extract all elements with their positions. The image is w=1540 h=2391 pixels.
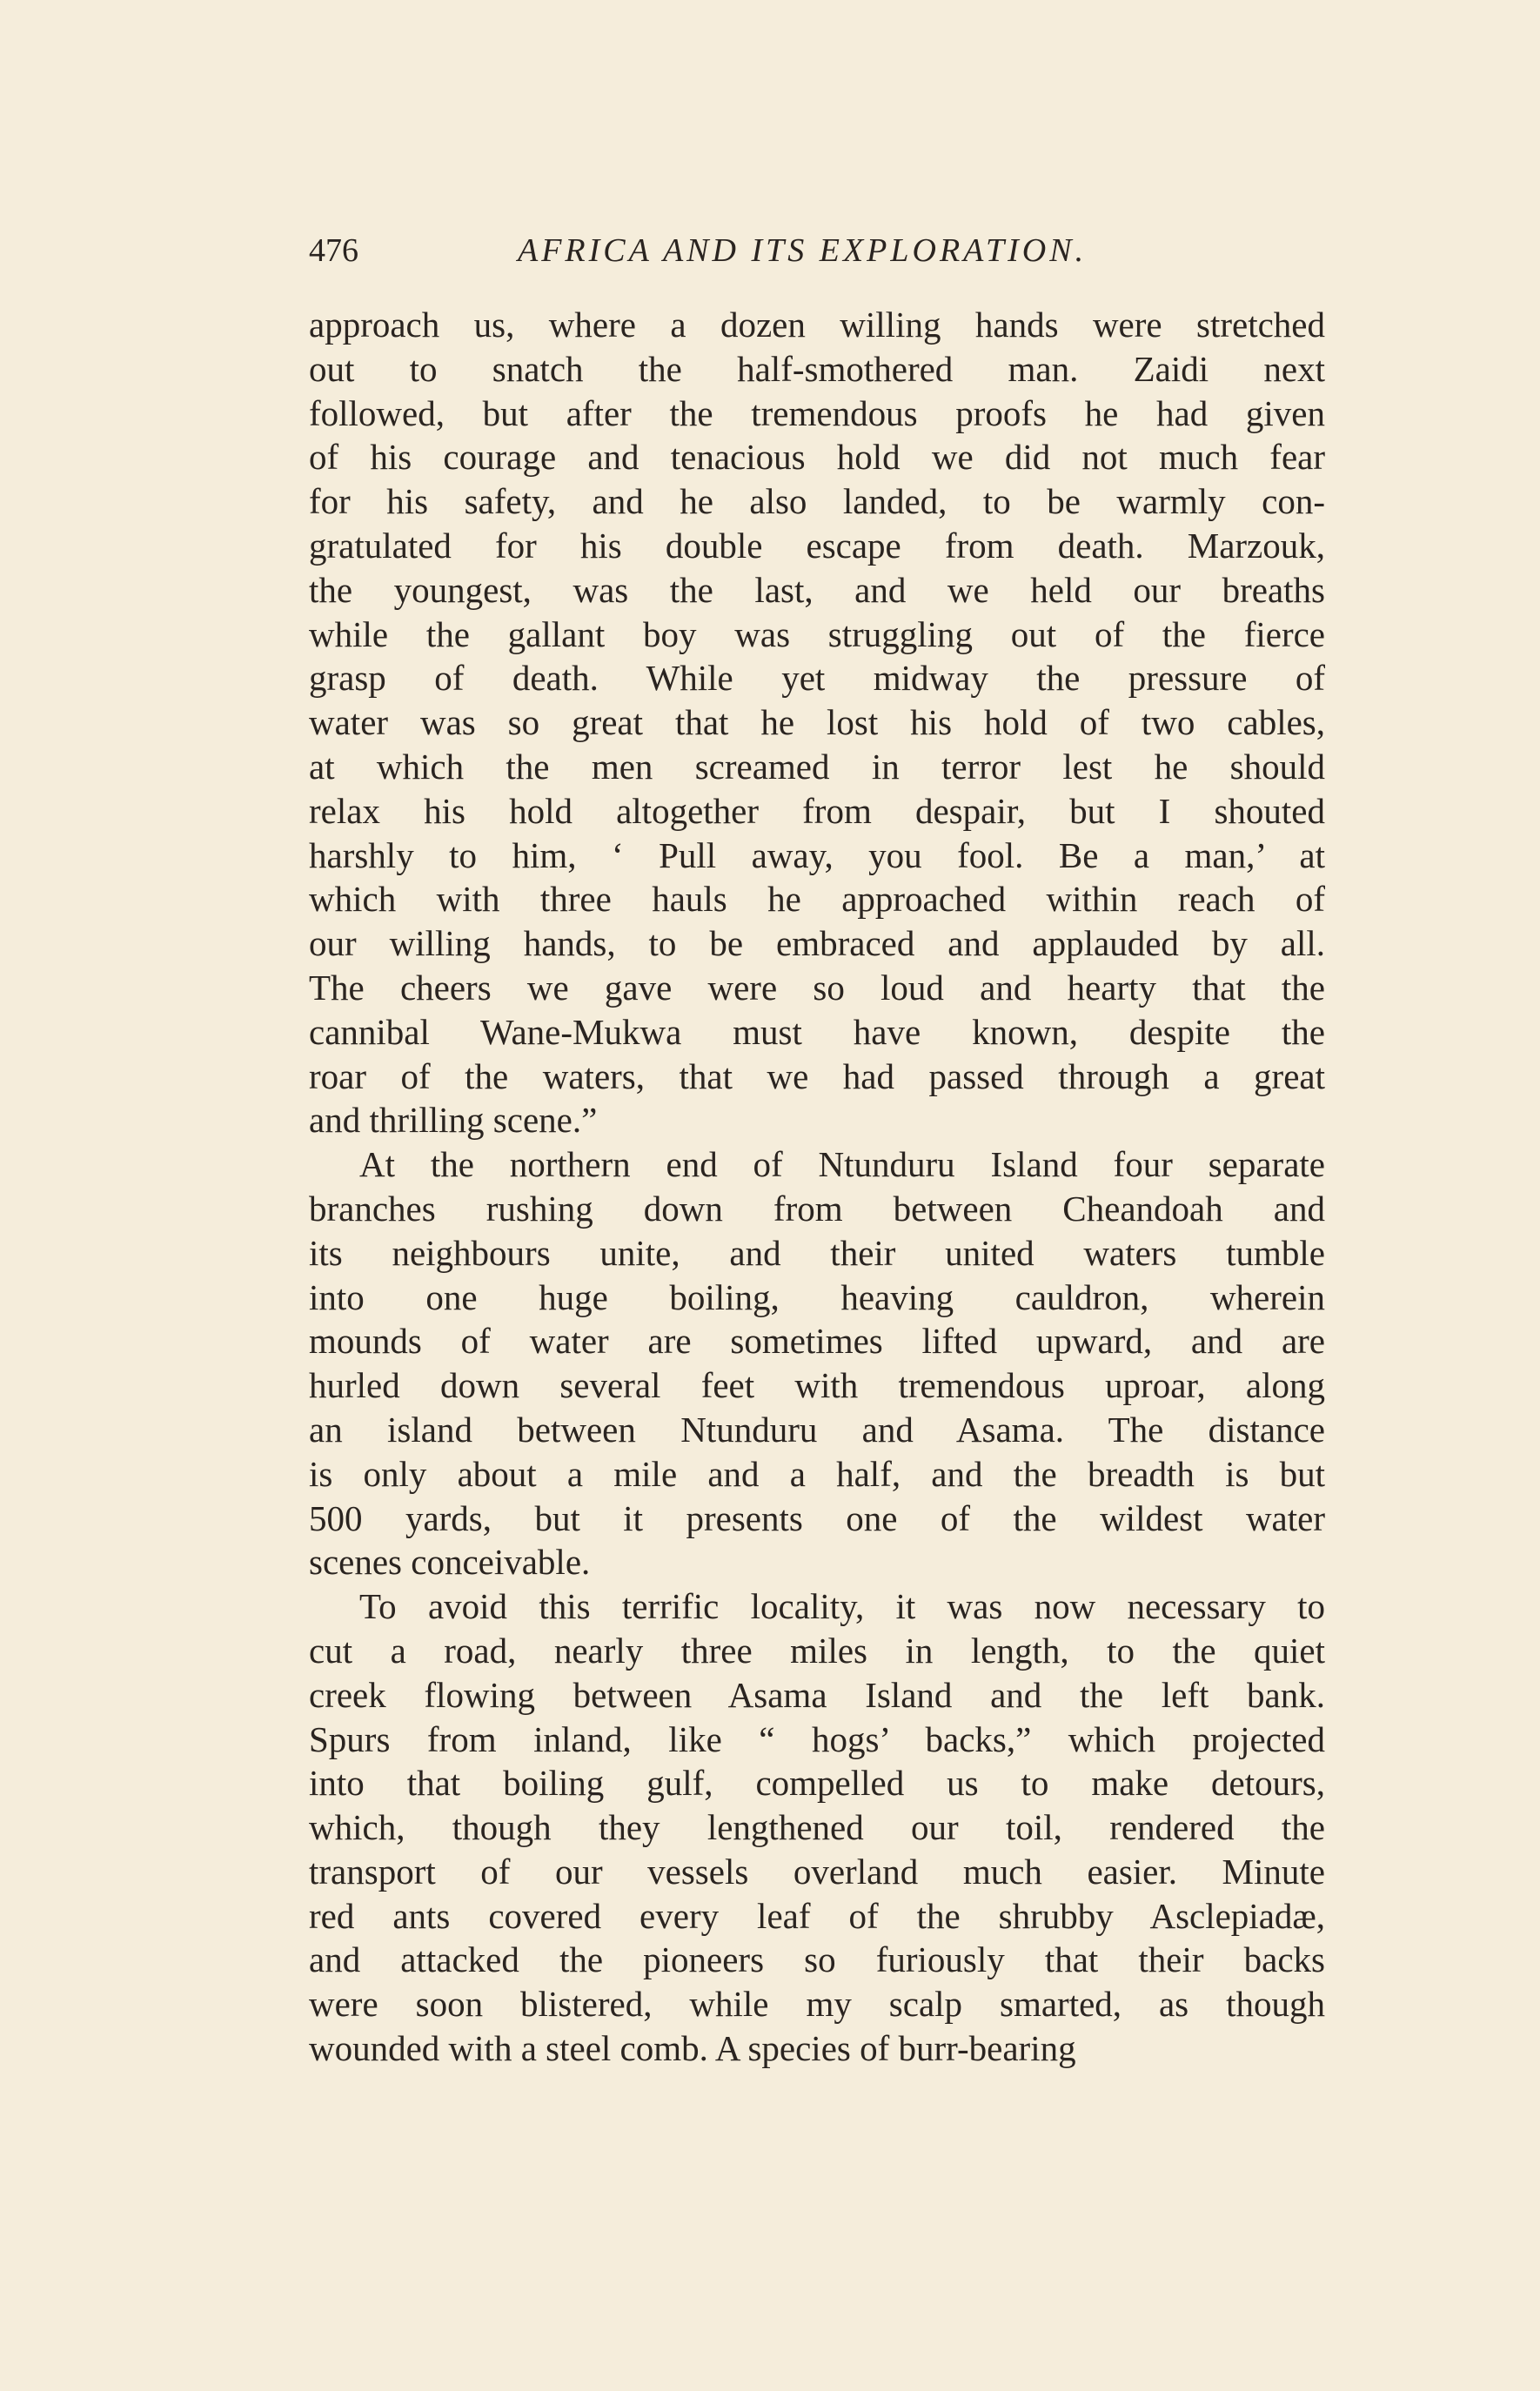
text-line: gratulated for his double escape from death. Marzouk, [309, 525, 1325, 566]
text-line: branches rushing down from between Cheandoah and [309, 1188, 1325, 1229]
text-line: at which the men screamed in terror lest he should [309, 746, 1325, 787]
text-line: is only about a mile and a half, and the breadth is but [309, 1453, 1325, 1494]
page-number: 476 [309, 232, 358, 269]
paragraph [309, 1142, 1325, 1584]
text-line: followed, but after the tremendous proofs he had given [309, 392, 1325, 433]
text-line: and attacked the pioneers so furiously that their backs [309, 1939, 1325, 1980]
text-line: its neighbours unite, and their united waters tumble [309, 1232, 1325, 1273]
text-line: relax his hold altogether from despair, but I shouted [309, 790, 1325, 831]
text-line: which, though they lengthened our toil, rendered the [309, 1807, 1325, 1848]
text-line: cannibal Wane-Mukwa must have known, despite the [309, 1011, 1325, 1052]
text-line: wounded with a steel comb. A species of burr-bearing [309, 2028, 1076, 2069]
text-line: an island between Ntunduru and Asama. The distance [309, 1409, 1325, 1450]
text-line: of his courage and tenacious hold we did not much fear [309, 437, 1325, 478]
text-line: 500 yards, but it presents one of the wildest water [309, 1497, 1325, 1538]
text-line: transport of our vessels overland much easier. Minute [309, 1851, 1325, 1892]
body-text [309, 303, 1325, 2071]
text-line: out to snatch the half-smothered man. Zaidi next [309, 348, 1325, 389]
text-line: scenes conceivable. [309, 1542, 591, 1583]
text-line: our willing hands, to be embraced and applauded by all. [309, 923, 1325, 964]
running-title: AFRICA AND ITS EXPLORATION. [518, 232, 1088, 269]
text-line: The cheers we gave were so loud and hearty that the [309, 967, 1325, 1008]
text-line: the youngest, was the last, and we held our breaths [309, 569, 1325, 610]
text-line: grasp of death. While yet midway the pressure of [309, 658, 1325, 699]
text-line: Spurs from inland, like “ hogs’ backs,” which projected [309, 1718, 1325, 1759]
text-line: creek flowing between Asama Island and the left bank. [309, 1674, 1325, 1715]
running-head [309, 228, 1327, 273]
text-line: harshly to him, ‘ Pull away, you fool. Be a man,’ at [309, 834, 1325, 875]
text-line: To avoid this terrific locality, it was now necessary to [359, 1586, 1325, 1627]
text-line: roar of the waters, that we had passed through a great [309, 1055, 1325, 1096]
text-line: hurled down several feet with tremendous uproar, along [309, 1365, 1325, 1406]
paragraph [309, 303, 1325, 1142]
text-line: which with three hauls he approached within reach of [309, 879, 1325, 920]
text-line: approach us, where a dozen willing hands were stretched [309, 305, 1325, 345]
text-line: water was so great that he lost his hold of two cables, [309, 702, 1325, 743]
text-line: mounds of water are sometimes lifted upward, and are [309, 1321, 1325, 1362]
text-line: red ants covered every leaf of the shrubby Asclepiadæ, [309, 1895, 1325, 1936]
text-line: into that boiling gulf, compelled us to make detours, [309, 1763, 1325, 1804]
text-line: and thrilling scene.” [309, 1100, 598, 1141]
paragraph [309, 1584, 1325, 2071]
text-line: At the northern end of Ntunduru Island four separate [359, 1144, 1325, 1185]
text-line: into one huge boiling, heaving cauldron, wherein [309, 1276, 1325, 1317]
text-line: cut a road, nearly three miles in length, to the quiet [309, 1630, 1325, 1671]
text-line: were soon blistered, while my scalp smarted, as though [309, 1984, 1325, 2025]
text-line: for his safety, and he also landed, to be warmly con- [309, 481, 1325, 522]
text-line: while the gallant boy was struggling out of the fierce [309, 613, 1325, 654]
